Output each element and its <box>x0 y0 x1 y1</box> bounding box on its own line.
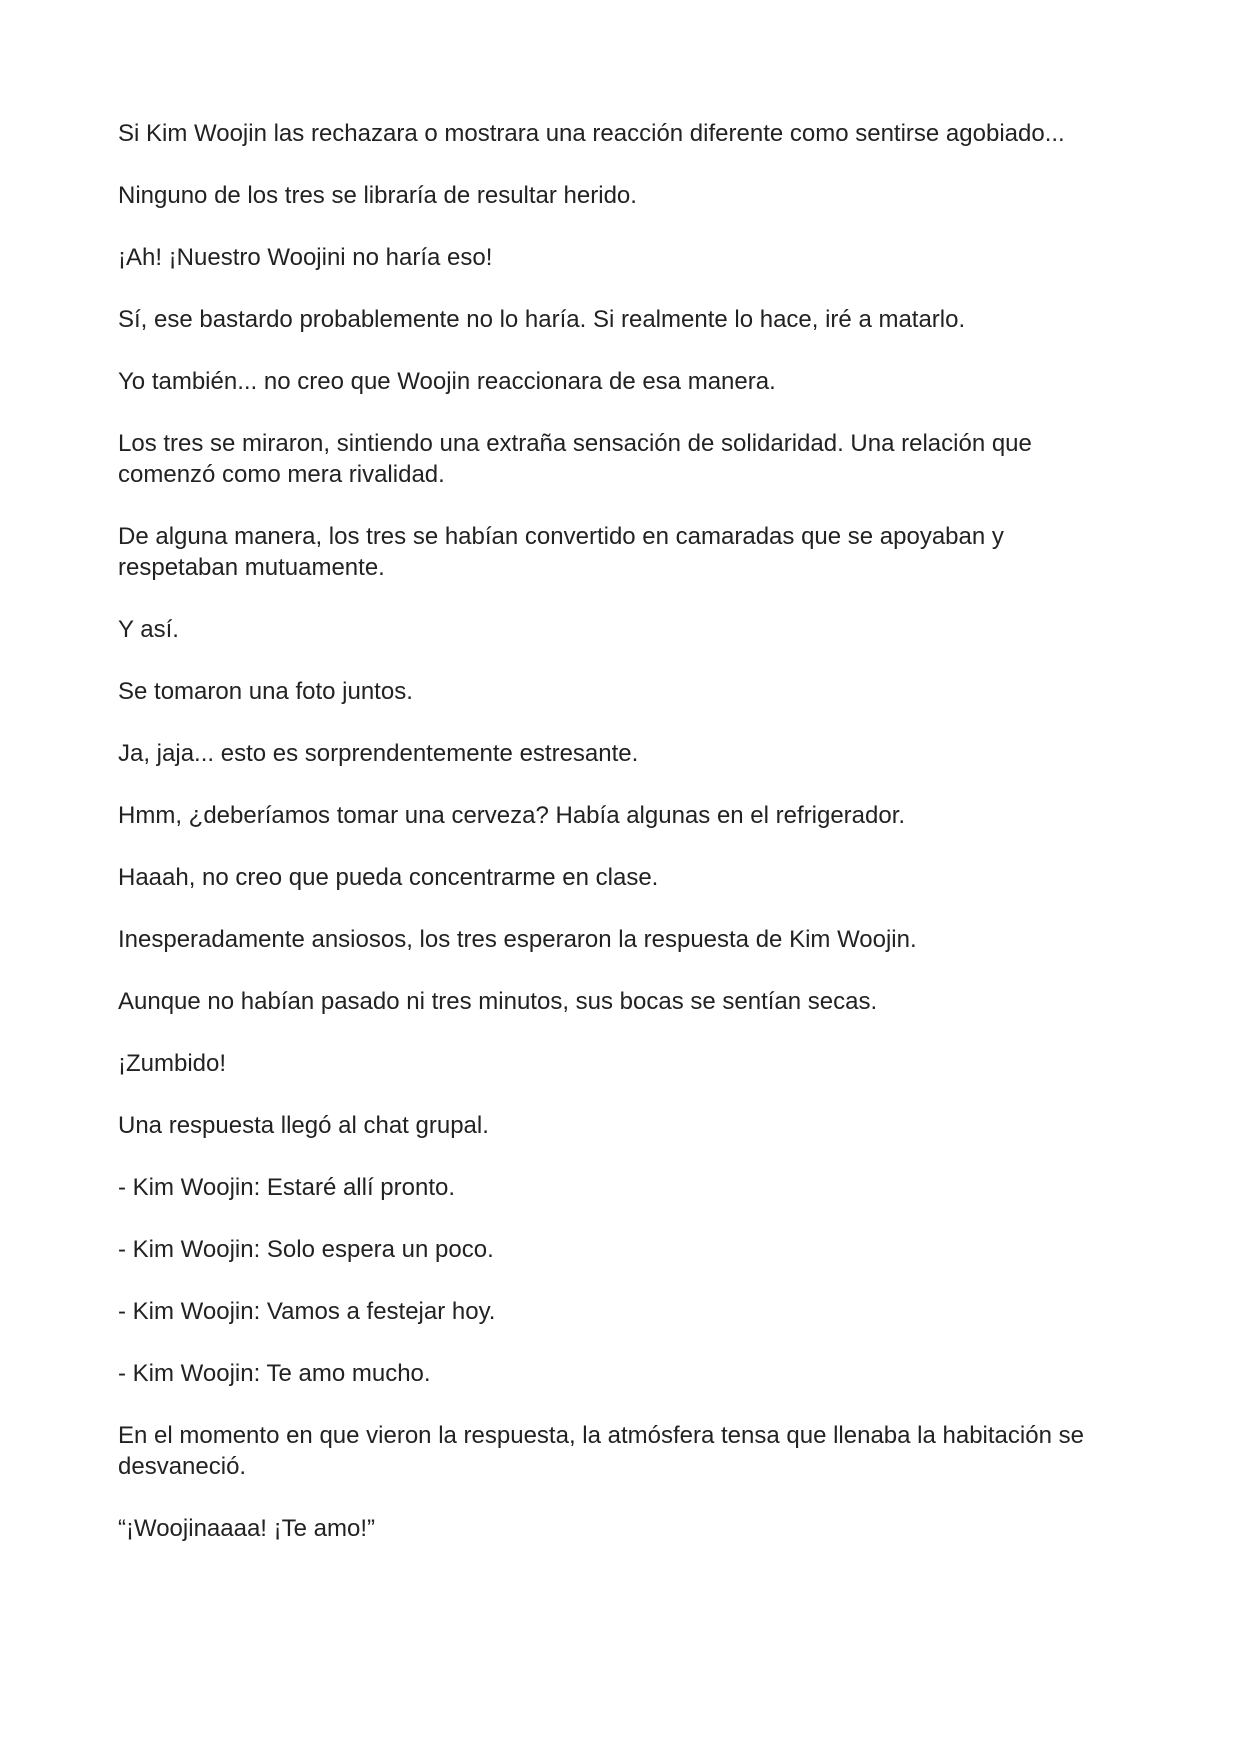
paragraph: De alguna manera, los tres se habían convertido en camaradas que se apoyaban y respetaban mutuamente. <box>118 523 1004 581</box>
paragraph: Yo también... no creo que Woojin reaccionara de esa manera. <box>118 368 776 395</box>
document-body <box>118 118 1128 1575</box>
chat-message: - Kim Woojin: Te amo mucho. <box>118 1360 431 1387</box>
paragraph: Inesperadamente ansiosos, los tres esperaron la respuesta de Kim Woojin. <box>118 926 917 953</box>
paragraph: Aunque no habían pasado ni tres minutos, sus bocas se sentían secas. <box>118 988 878 1015</box>
paragraph: Ja, jaja... esto es sorprendentemente estresante. <box>118 740 639 767</box>
paragraph: Sí, ese bastardo probablemente no lo haría. Si realmente lo hace, iré a matarlo. <box>118 306 966 333</box>
paragraph: Los tres se miraron, sintiendo una extraña sensación de solidaridad. Una relación que comenzó como mera rivalidad. <box>118 430 1032 488</box>
paragraph: Ninguno de los tres se libraría de resultar herido. <box>118 182 637 209</box>
paragraph: Se tomaron una foto juntos. <box>118 678 413 705</box>
chat-message: - Kim Woojin: Solo espera un poco. <box>118 1236 494 1263</box>
paragraph: Si Kim Woojin las rechazara o mostrara una reacción diferente como sentirse agobiado... <box>118 120 1065 147</box>
paragraph: Una respuesta llegó al chat grupal. <box>118 1112 489 1139</box>
paragraph: ¡Ah! ¡Nuestro Woojini no haría eso! <box>118 244 493 271</box>
chat-message: - Kim Woojin: Estaré allí pronto. <box>118 1174 456 1201</box>
paragraph: ¡Zumbido! <box>118 1050 227 1077</box>
chat-message: - Kim Woojin: Vamos a festejar hoy. <box>118 1298 496 1325</box>
paragraph: Y así. <box>118 616 179 643</box>
paragraph: En el momento en que vieron la respuesta, la atmósfera tensa que llenaba la habitación se desvaneció. <box>118 1422 1084 1480</box>
paragraph: Hmm, ¿deberíamos tomar una cerveza? Había algunas en el refrigerador. <box>118 802 906 829</box>
paragraph: Haaah, no creo que pueda concentrarme en clase. <box>118 864 659 891</box>
quote-paragraph: “¡Woojinaaaa! ¡Te amo!” <box>118 1515 375 1542</box>
